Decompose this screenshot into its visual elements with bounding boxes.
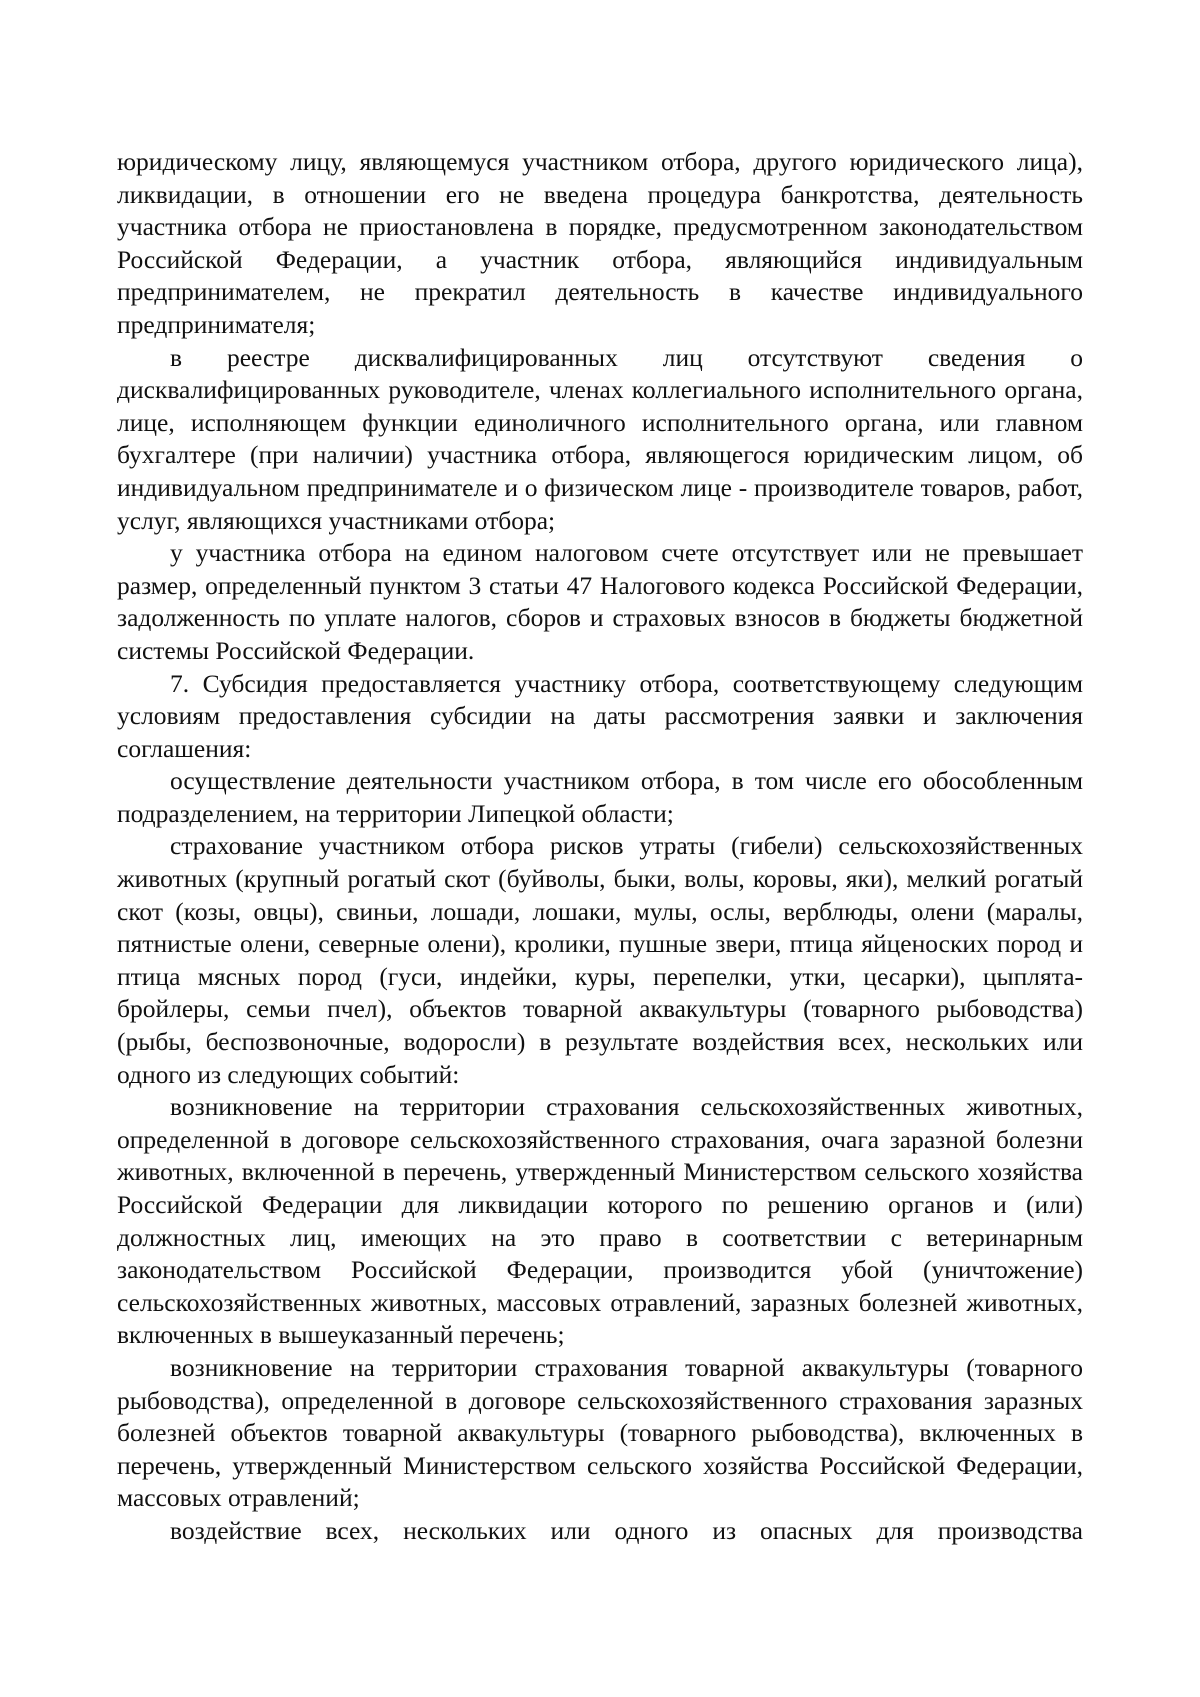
paragraph-aquaculture-disease: возникновение на территории страхования товарной аквакультуры (товарного рыбоводства), определенной в договоре сельскохозяйственного страхования заразных болезней объектов товарной аквакультуры (товарного рыбоводства), включенных в перечень, утвержденный Министерством сельского хозяйства Российской Федерации, массовых отравлений; [117, 1352, 1083, 1513]
paragraph-disqualified-persons-registry: в реестре дисквалифицированных лиц отсутствуют сведения о дисквалифицированных руководителе, членах коллегиального исполнительного органа, лице, исполняющем функции единоличного исполнительного органа, или главном бухгалтере (при наличии) участника отбора, являющегося юридическим лицом, об индивидуальном предпринимателе и о физическом лице - производителе товаров, работ, услуг, являющихся участниками отбора; [117, 342, 1083, 535]
paragraph-legal-entity-status: юридическому лицу, являющемуся участником отбора, другого юридического лица), ликвидации, в отношении его не введена процедура банкротства, деятельность участника отбора не приостановлена в порядке, предусмотренном законодательством Российской Федерации, а участник отбора, являющийся индивидуальным предпринимателем, не прекратил деятельность в качестве индивидуального предпринимателя; [117, 147, 1083, 339]
paragraph-tax-debt: у участника отбора на едином налоговом счете отсутствует или не превышает размер, определенный пунктом 3 статьи 47 Налогового кодекса Российской Федерации, задолженность по уплате налогов, сборов и страховых взносов в бюджеты бюджетной системы Российской Федерации. [117, 538, 1083, 665]
paragraph-animal-disease-outbreak: возникновение на территории страхования сельскохозяйственных животных, определенной в договоре сельскохозяйственного страхования, очага заразной болезни животных, включенной в перечень, утвержденный Министерством сельского хозяйства Российской Федерации для ликвидации которого по решению органов и (или) должностных лиц, имеющих на это право в соответствии с ветеринарным законодательством Российской Федерации, производится убой (уничтожение) сельскохозяйственных животных, массовых отравлений, заразных болезней животных, включенных в вышеуказанный перечень; [117, 1092, 1083, 1350]
document-body [117, 146, 1083, 1548]
paragraph-insurance-of-animals: страхование участником отбора рисков утраты (гибели) сельскохозяйственных животных (крупный рогатый скот (буйволы, быки, волы, коровы, яки), мелкий рогатый скот (козы, овцы), свиньи, лошади, лошаки, мулы, ослы, верблюды, олени (маралы, пятнистые олени, северные олени), кролики, пушные звери, птица яйценоских пород и птица мясных пород (гуси, индейки, куры, перепелки, утки, цесарки), цыплята-бройлеры, семьи пчел), объектов товарной аквакультуры (товарного рыбоводства) (рыбы, беспозвоночные, водоросли) в результате воздействия всех, нескольких или одного из следующих событий: [117, 831, 1083, 1089]
paragraph-section-7-conditions: 7. Субсидия предоставляется участнику отбора, соответствующему следующим условиям предоставления субсидии на даты рассмотрения заявки и заключения соглашения: [117, 668, 1083, 763]
paragraph-lipetsk-region-activity: осуществление деятельности участником отбора, в том числе его обособленным подразделением, на территории Липецкой области; [117, 766, 1083, 828]
paragraph-hazardous-impact: воздействие всех, нескольких или одного из опасных для производства [170, 1515, 1083, 1545]
